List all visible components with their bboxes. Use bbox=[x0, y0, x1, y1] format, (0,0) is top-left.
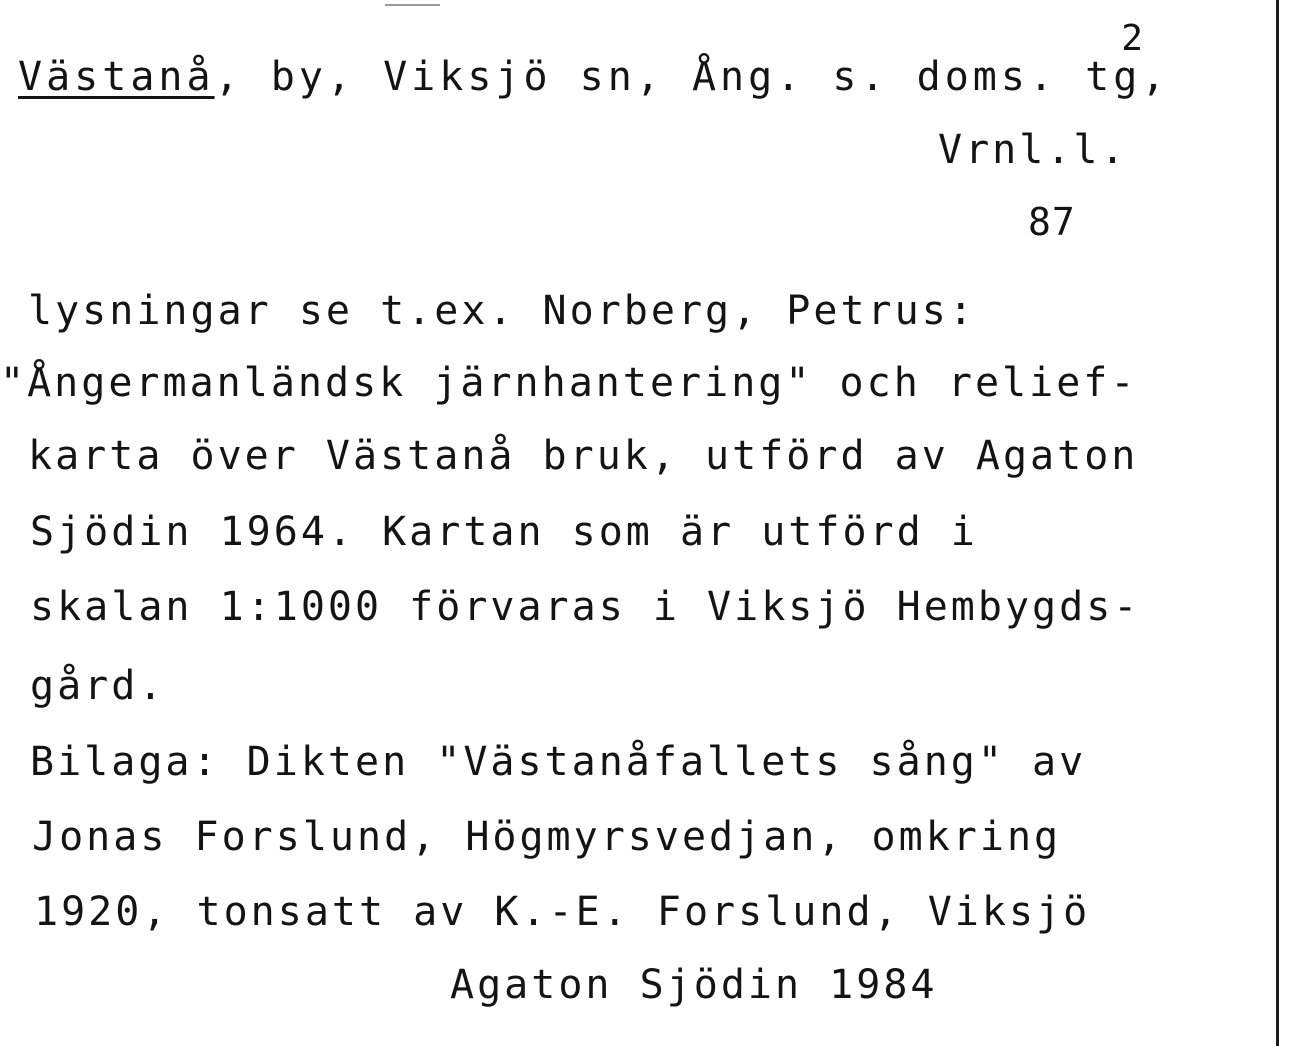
top-smudge bbox=[385, 4, 440, 6]
card-edge-line bbox=[1276, 0, 1279, 1046]
header-tail: , bbox=[1141, 54, 1170, 100]
body-line: lysningar se t.ex. Norberg, Petrus: bbox=[28, 288, 976, 334]
tg-letter: g bbox=[1113, 54, 1142, 100]
tg-abbreviation bbox=[1113, 18, 1147, 100]
body-line: Jonas Forslund, Högmyrsvedjan, omkring bbox=[32, 814, 1062, 860]
place-name: Västanå bbox=[18, 54, 215, 100]
card-header bbox=[18, 18, 1170, 100]
page-number: 87 bbox=[1028, 200, 1076, 244]
body-line: Sjödin 1964. Kartan som är utförd i bbox=[30, 509, 978, 555]
signature-line: Agaton Sjödin 1984 bbox=[450, 962, 938, 1008]
body-line: karta över Västanå bruk, utförd av Agaton bbox=[28, 433, 1139, 479]
header-details: , by, Viksjö sn, Ång. s. doms. t bbox=[214, 54, 1114, 100]
reference-code: Vrnl.l. bbox=[938, 127, 1128, 173]
body-line: "Ångermanländsk järnhantering" och relief- bbox=[0, 360, 1138, 406]
tg-superscript: 2 bbox=[1121, 18, 1147, 59]
body-line: skalan 1:1000 förvaras i Viksjö Hembygds- bbox=[30, 584, 1141, 630]
body-line: gård. bbox=[30, 663, 166, 709]
body-line: 1920, tonsatt av K.-E. Forslund, Viksjö bbox=[34, 889, 1091, 935]
body-line: Bilaga: Dikten "Västanåfallets sång" av bbox=[30, 739, 1087, 785]
